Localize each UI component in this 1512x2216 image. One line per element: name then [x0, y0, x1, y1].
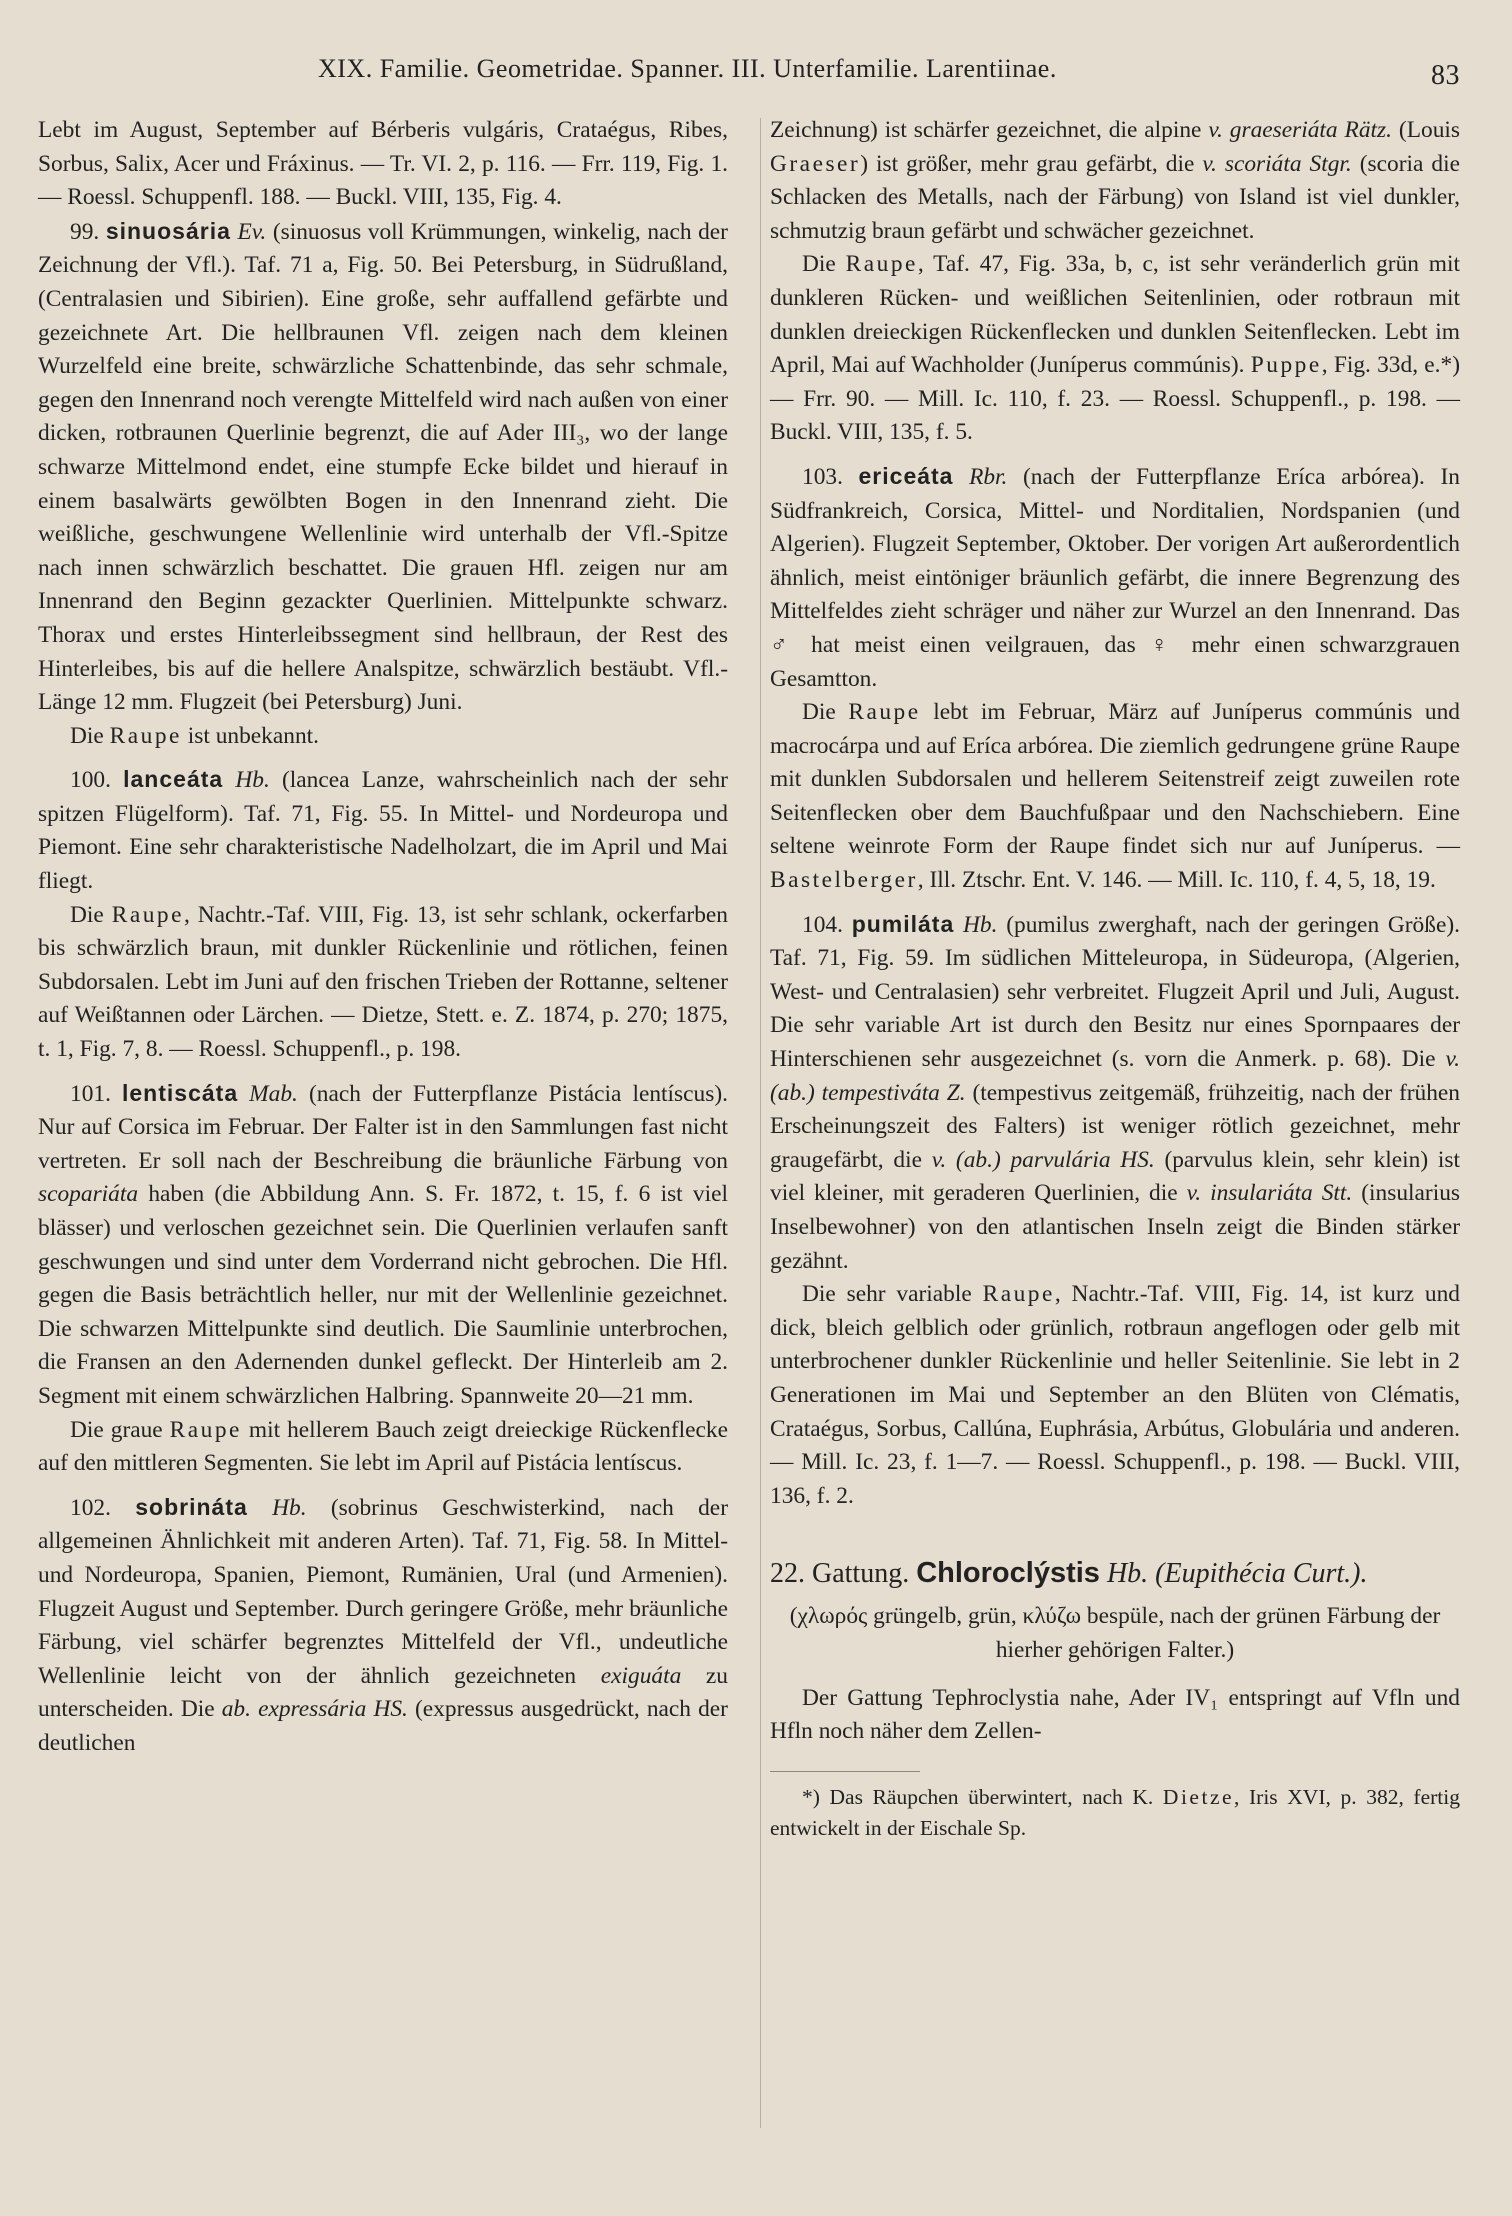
larva-word: Raupe [169, 1416, 242, 1443]
species-description-cont: (parvulus klein, sehr klein) ist viel kleiner, mit geraderen Querlinien, die [770, 1146, 1460, 1207]
larva-paragraph-100 [38, 899, 728, 1067]
text-run: Die [802, 251, 836, 278]
text-run: , Taf. 47, Fig. 33a, b, c, ist sehr veränderlich grün mit dunkleren Rücken- und weißlichen Seitenlinien, oder rotbraun mit dunklen dreieckigen Rückenflecken und dunklen Seitenflecken. Lebt im April, Mai auf Wachholder (Juníperus commúnis). [770, 251, 1461, 379]
larva-text: mit hellerem Bauch zeigt dreieckige Rückenflecke auf den mittleren Segmenten. Sie lebt im April auf Pistácia lentíscus. [38, 1416, 728, 1477]
genus-description: Der Gattung Tephroclystia nahe, Ader IV₁ entspringt auf Vfln und Hfln noch näher dem Zellen- [770, 1684, 1460, 1745]
larva-paragraph-101 [38, 1414, 728, 1481]
species-author: Mab. [249, 1080, 298, 1107]
species-description: (nach der Futterpflanze Pistácia lentíscus). Nur auf Corsica im Februar. Der Falter ist in den Sammlungen fast nicht vertreten. Er soll nach der Beschreibung die bräunliche Färbung von [38, 1080, 728, 1174]
larva-text-pre: Die [70, 722, 104, 749]
text-run: Die [802, 699, 836, 726]
aberration-name: ab. expressária HS. [221, 1696, 408, 1723]
species-name: lanceáta [123, 766, 224, 793]
genus-name: Chloroclýstis [916, 1557, 1100, 1590]
text-run: , Fig. 33d, e.*) — Frr. 90. — Mill. Ic. 110, f. 23. — Roessl. Schuppenfl., p. 198. — Buckl. VIII, 135, f. 5. [770, 352, 1460, 446]
continued-paragraph [770, 114, 1460, 248]
text-run: lebt im Februar, März auf Juníperus commúnis und macrocárpa und auf Eríca arbórea. Die ziemlich gedrungene grüne Raupe mit dunklen Subdorsalen und hellerem Seitenstreif zeigt zuweilen rote Seitenflecken ober dem Bauchfußpaar und den Nachschiebern. Eine seltene weinrote Form der Raupe findet sich nur auf Juníperus. — [770, 699, 1460, 860]
entry-number: 100. [70, 767, 111, 794]
species-entry-99 [38, 215, 728, 720]
species-author: Hb. [963, 911, 998, 938]
species-description: (nach der Futterpflanze Eríca arbórea). In Südfrankreich, Corsica, Mittel- und Norditalien, Nordspanien (und Algerien). Flugzeit September, Oktober. Der vorigen Art außerordentlich ähnlich, meist eintöniger bräunlich gefärbt, die innere Begrenzung des Mittelfeldes zieht schräger und näher zur Wurzel an den Innenrand. Das [770, 463, 1460, 625]
variety-name: v. (ab.) tempestiváta Z. [770, 1046, 1460, 1106]
larva-word: Raupe [982, 1281, 1055, 1308]
species-name: sinuosária [105, 217, 231, 244]
text-run: (scoria die Schlacken des Metalls, nach der Färbung) von Island ist viel dunkler, schmutzig braun gefärbt und schwächer gezeichnet. [770, 150, 1460, 244]
larva-paragraph-103 [770, 696, 1460, 898]
text-run: Die sehr variable [802, 1281, 972, 1308]
species-name: sobrináta [135, 1493, 248, 1520]
page-number: 83 [1431, 60, 1460, 91]
male-symbol: ♂ [770, 631, 797, 658]
text-run: , Ill. Ztschr. Ent. V. 146. — Mill. Ic. 110, f. 4, 5, 18, 19. [917, 867, 1436, 894]
larva-word: Raupe [848, 699, 921, 726]
larva-word: Raupe [845, 251, 918, 278]
species-entry-103 [770, 460, 1460, 696]
variety-name: v. insulariáta Stt. [1186, 1180, 1353, 1207]
text-run: ) ist größer, mehr grau gefärbt, die [860, 150, 1195, 177]
entry-number: 104. [802, 911, 843, 938]
larva-text: , Nachtr.-Taf. VIII, Fig. 13, ist sehr schlank, ockerfarben bis schwärzlich braun, mit dunkler Rückenlinie und rötlichen, feinen Subdorsalen. Lebt im Juni auf den frischen Trieben der Rottanne, seltener auf Weißtannen oder Lärchen. — Dietze, Stett. e. Z. 1874, p. 270; 1875, t. 1, Fig. 7, 8. — Roessl. Schuppenfl., p. 198. [38, 901, 728, 1063]
larva-text-pre: Die graue [70, 1416, 163, 1443]
left-column [38, 114, 728, 1761]
species-entry-102 [38, 1491, 728, 1761]
species-description-cont: zu unterscheiden. Die [38, 1662, 728, 1723]
species-description-end: (insularius Inselbewohner) von den atlantischen Inseln zeigt die Binden stärker gezähnt. [770, 1180, 1460, 1274]
species-description-end: mehr einen schwarzgrauen Gesamtton. [770, 631, 1460, 692]
running-header [0, 54, 1512, 90]
person-name: Bastelberger [770, 867, 918, 894]
species-author: Ev. [237, 218, 267, 245]
genus-prefix: 22. Gattung. [770, 1558, 910, 1590]
cross-reference: scopariáta [38, 1181, 139, 1208]
variety-name: v. (ab.) parvulária HS. [931, 1146, 1155, 1173]
species-description-cont: haben (die Abbildung Ann. S. Fr. 1872, t. 15, f. 6 ist viel blässer) und verloschen gezeichnet sein. Die Querlinien verlaufen sanft geschwungen und sind unter dem Vorderrand nicht gebrochen. Die Hfl. gegen die Basis beträchtlich heller, nur mit der Wellenlinie gezeichnet. Die schwarzen Mittelpunkte sind deutlich. Die Saumlinie unterbrochen, die Fransen an den Adernenden dunkel gefleckt. Der Hinterleib am 2. Segment mit einem schwärzlichen Halbring. Spannweite 20—21 mm. [38, 1181, 728, 1409]
female-symbol: ♀ [1150, 631, 1177, 658]
genus-heading [770, 1555, 1460, 1592]
species-description: (sinuosus voll Krümmungen, winkelig, nach der Zeichnung der Vfl.). Taf. 71 a, Fig. 50. Bei Petersburg, in Südrußland, (Centralasien und Sibirien). Eine große, sehr auffallend gefärbte und gezeichnete Art. Die hellbraunen Vfl. zeigen nach dem kleinen Wurzelfeld eine breite, schwärzliche Schattenbinde, das sehr schmale, gegen den Innenrand noch verengte Mittelfeld wird nach außen von einer dicken, rotbraunen Querlinie begrenzt, die auf Ader III₃, wo der lange schwarze Mittelmond endet, eine stumpfe Ecke bildet und hierauf in einem basalwärts gewölbten Bogen in den Innenrand zieht. Die weißliche, geschwungene Wellenlinie wird unterhalb der Vfl.-Spitze nach innen schwärzlich beschattet. Die grauen Hfl. zeigen nur am Innenrand den Beginn gezackter Querlinien. Mittelpunkte schwarz. Thorax und erstes Hinterleibssegment sind hellbraun, der Rest des Hinterleibes, bis auf die hellere Analspitze, schwärzlich bestäubt. Vfl.-Länge 12 mm. Flugzeit (bei Petersburg) Juni. [38, 218, 728, 716]
larva-text: ist unbekannt. [187, 722, 319, 749]
text-run: *) Das Räupchen überwintert, nach K. [802, 1784, 1154, 1809]
larva-text-pre: Die [70, 901, 104, 928]
species-author: Rbr. [969, 463, 1008, 490]
species-description: (pumilus zwerghaft, nach der geringen Größe). Taf. 71, Fig. 59. Im südlichen Mitteleuropa, in Südeuropa, (Algerien, West- und Centralasien) sehr verbreitet. Flugzeit April und Juli, August. Die sehr variable Art ist durch den Besitz nur eines Spornpaares der Hinterschienen sehr ausgezeichnet (s. vorn die Anmerk. p. 68). Die [770, 911, 1460, 1073]
larva-word: Raupe [109, 722, 182, 749]
species-description: (lancea Lanze, wahrscheinlich nach der sehr spitzen Flügelform). Taf. 71, Fig. 55. In Mittel- und Nordeuropa und Piemont. Eine sehr charakteristische Nadelholzart, die im April und Mai fliegt. [38, 767, 728, 895]
column-divider [760, 118, 761, 2128]
entry-number: 103. [802, 463, 843, 490]
larva-paragraph-104 [770, 1278, 1460, 1513]
text-run: (Louis [1398, 117, 1460, 143]
entry-number: 102. [70, 1494, 111, 1521]
entry-number: 99. [70, 218, 100, 245]
genus-author: Hb. (Eupithécia Curt.). [1106, 1558, 1368, 1590]
variety-name: v. scoriáta Stgr. [1202, 150, 1352, 177]
genus-etymology: (χλωρός grüngelb, grün, κλύζω bespüle, nach der grünen Färbung der hierher gehörigen Falter.) [789, 1603, 1441, 1663]
species-author: Hb. [235, 767, 270, 794]
species-entry-104 [770, 908, 1460, 1279]
species-name: lentiscáta [122, 1079, 239, 1106]
larva-paragraph-99 [38, 720, 728, 754]
running-title: XIX. Familie. Geometridae. Spanner. III. Unterfamilie. Larentiinae. [318, 54, 1057, 83]
species-description-cont: (tempestivus zeitgemäß, frühzeitig, nach der frühen Erscheinungszeit des Falters) ist weniger rötlich gezeichnet, mehr graugefärbt, die [770, 1079, 1460, 1173]
species-author: Hb. [272, 1494, 307, 1521]
right-column [770, 114, 1460, 1844]
person-name: Dietze [1162, 1784, 1235, 1809]
species-description-end: (expressus ausgedrückt, nach der deutlichen [38, 1696, 728, 1756]
species-description: (sobrinus Geschwisterkind, nach der allgemeinen Ähnlichkeit mit anderen Arten). Taf. 71, Fig. 58. In Mittel- und Nordeuropa, Spanien, Piemont, Rumänien, Ural (und Armenien). Flugzeit August und September. Durch geringere Größe, mehr bräunliche Färbung, viel schärfer begrenztes Mittelfeld der Vfl., undeutliche Wellenlinie leicht von der ähnlich gezeichneten [38, 1494, 728, 1689]
text-run: , Nachtr.-Taf. VIII, Fig. 14, ist kurz und dick, bleich gelblich oder grünlich, rotbraun angeflogen oder gelb mit unterbrochener dunkler Rückenlinie und heller Seitenlinie. Sie lebt in 2 Generationen im Mai und September an den Blüten von Clématis, Crataégus, Sorbus, Callúna, Euphrásia, Arbútus, Globulária und anderen. — Mill. Ic. 23, f. 1—7. — Roessl. Schuppenfl., p. 198. — Buckl. VIII, 136, f. 2. [770, 1281, 1460, 1509]
species-name: pumiláta [851, 910, 955, 937]
larva-paragraph-102 [770, 248, 1460, 450]
entry-number: 101. [70, 1080, 111, 1107]
person-name: Graeser [770, 150, 861, 177]
species-name: ericeáta [858, 462, 954, 489]
text-run: , Iris XVI, p. 382, fertig entwickelt in der Eischale Sp. [770, 1784, 1460, 1840]
cross-reference: exiguáta [600, 1662, 682, 1689]
species-entry-100 [38, 763, 728, 898]
continued-paragraph: Lebt im August, September auf Bérberis vulgáris, Crataégus, Ribes, Sorbus, Salix, Acer und Fráxinus. — Tr. VI. 2, p. 116. — Frr. 119, Fig. 1. — Roessl. Schuppenfl. 188. — Buckl. VIII, 135, Fig. 4. [38, 117, 728, 211]
variety-name: v. graeseriáta Rätz. [1208, 117, 1392, 143]
pupa-word: Puppe [1250, 352, 1322, 379]
larva-word: Raupe [111, 901, 184, 928]
footnote-rule [770, 1771, 920, 1772]
species-description-cont: hat meist einen veilgrauen, das [811, 631, 1136, 658]
species-entry-101 [38, 1077, 728, 1414]
text-run: Zeichnung) ist schärfer gezeichnet, die alpine [770, 117, 1202, 143]
footnote [770, 1782, 1460, 1844]
